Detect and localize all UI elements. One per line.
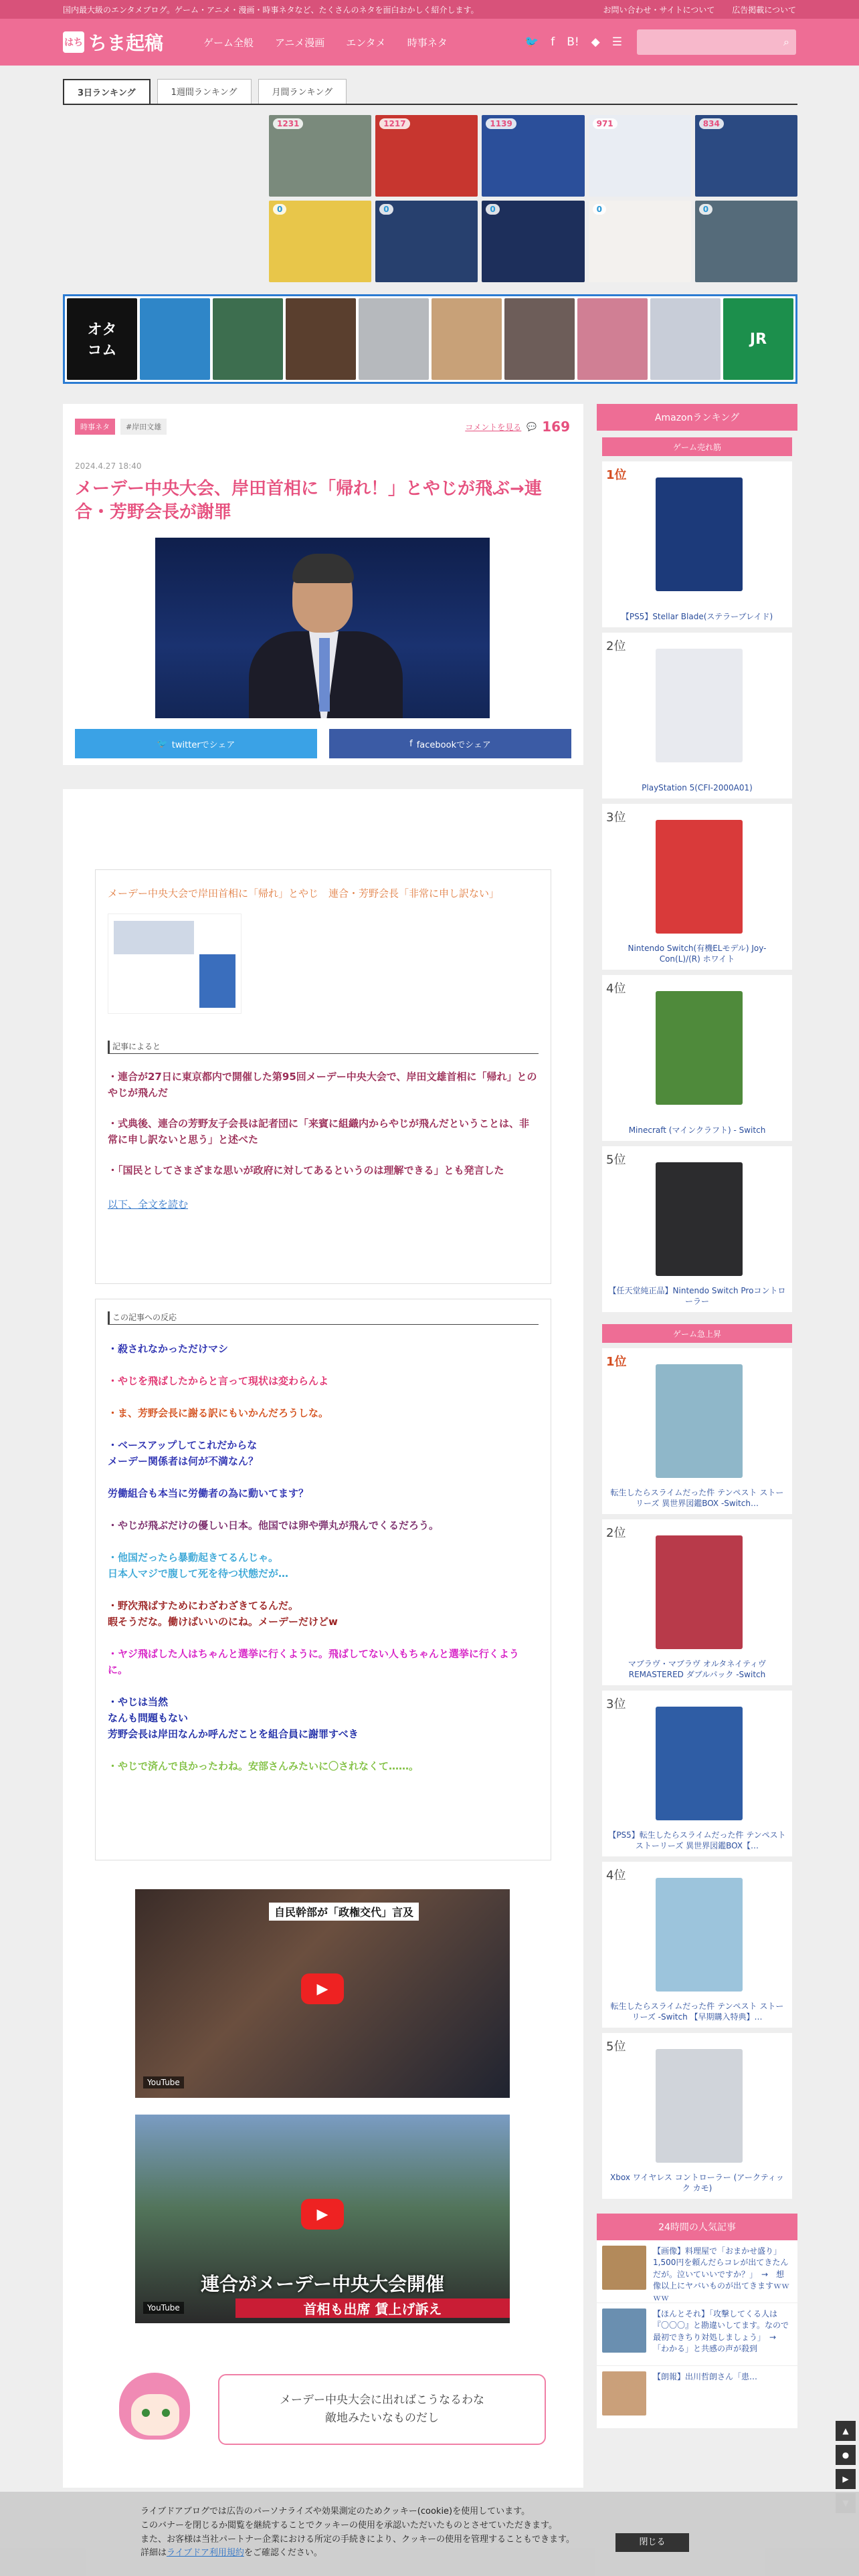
- view-count-badge: 1139: [486, 118, 516, 129]
- nav-entertainment[interactable]: エンタメ: [346, 36, 386, 49]
- article-title: メーデー中央大会、岸田首相に「帰れ！」とやじが飛ぶ→連合・芳野会長が謝罪: [75, 479, 542, 523]
- ranking-tabs: [63, 79, 797, 105]
- popular-article[interactable]: [597, 2366, 797, 2429]
- sidebar: [597, 404, 797, 2429]
- view-count-badge: 0: [593, 204, 606, 215]
- next-icon[interactable]: ▶: [836, 2469, 856, 2489]
- cookie-close-button[interactable]: 閉じる: [615, 2533, 689, 2552]
- share-facebook-button[interactable]: [329, 729, 571, 758]
- ads-link[interactable]: 広告掲載について: [732, 5, 796, 15]
- banner-cell[interactable]: [213, 298, 283, 380]
- reaction-comment: ・やじが飛ぶだけの優しい日本。他国では卵や弾丸が飛んでくるだろう。: [108, 1519, 440, 1531]
- social-links: [524, 35, 622, 49]
- popular-article-title: 【朗報】出川哲朗さん「患…: [653, 2372, 758, 2381]
- site-logo[interactable]: [63, 29, 203, 56]
- nav-anime[interactable]: アニメ漫画: [275, 36, 325, 49]
- ranking-thumbnail[interactable]: [589, 201, 691, 282]
- bubble-line-2: 敵地みたいなものだし: [325, 2411, 439, 2425]
- rank-position: 2位: [606, 1526, 626, 1540]
- cookie-text-4: 詳細はライブドア利用規約をご確認ください。: [140, 2548, 322, 2559]
- reaction-comment: ・他国だったら暴動起きてるんじゃ。 日本人マジで腹して死を待つ状態だが…: [108, 1551, 289, 1580]
- facebook-icon: f: [409, 738, 413, 749]
- share-twitter-label: twitterでシェア: [171, 740, 235, 750]
- product-image[interactable]: [656, 1707, 743, 1820]
- product-name[interactable]: Minecraft (マインクラフト) - Switch: [628, 1125, 766, 1135]
- rank-position: 5位: [606, 1153, 626, 1167]
- summary-point: ・「国民としてさまざまな思いが政府に対してあるというのは理解できる」とも発言した: [108, 1164, 504, 1176]
- popular-article-thumbnail: [602, 2309, 646, 2353]
- comment-icon: 💬: [527, 422, 537, 431]
- reactions-label: この記事への反応: [108, 1311, 539, 1325]
- product-name[interactable]: 【任天堂純正品】Nintendo Switch Proコントローラー: [608, 1285, 786, 1306]
- video-embed-1[interactable]: [135, 1889, 510, 2098]
- article-photo: [155, 538, 490, 718]
- product-image[interactable]: [656, 2049, 743, 2163]
- product-name[interactable]: 転生したらスライムだった件 テンペスト ストーリーズ 異世界図鑑BOX -Switch…: [610, 1487, 784, 1508]
- ranking-item[interactable]: [602, 2033, 792, 2199]
- terms-link[interactable]: ライブドア利用規約: [167, 2548, 244, 2559]
- logo-mark: はち: [63, 31, 84, 53]
- view-count-badge: 1217: [379, 118, 409, 129]
- popular-article-thumbnail: [602, 2246, 646, 2290]
- banner-cell[interactable]: オタ コム: [67, 298, 137, 380]
- nav-game[interactable]: ゲーム全般: [203, 36, 254, 49]
- keyword-tag[interactable]: #岸田文雄: [120, 419, 167, 435]
- product-name[interactable]: 転生したらスライムだった件 テンペスト ストーリーズ -Switch 【早期購入特典】…: [610, 2001, 784, 2022]
- summary-label: 記事によると: [108, 1041, 539, 1054]
- twitter-icon[interactable]: 🐦: [524, 35, 539, 49]
- nav-news[interactable]: 時事ネタ: [407, 36, 448, 49]
- ranking-item[interactable]: [602, 1146, 792, 1312]
- category-tag[interactable]: 時事ネタ: [75, 419, 115, 435]
- video-embed-2[interactable]: [135, 2115, 510, 2323]
- reactions-list: [108, 1341, 539, 1774]
- source-box: [95, 869, 551, 1284]
- popular-article-title: 【ほんとそれ】「攻撃してくる人は『〇〇〇』と勘違いしてます。なので最初できちり対処しましょう」 → 「わかる」と共感の声が殺到: [653, 2309, 789, 2354]
- youtube-label: YouTube: [143, 2302, 184, 2314]
- character-avatar: [111, 2367, 198, 2454]
- reaction-comment: ・ま、芳野会長に謝る訳にもいかんだろうしな。: [108, 1407, 329, 1419]
- video-caption: 連合がメーデー中央大会開催: [200, 2273, 444, 2295]
- ranking-thumbnail[interactable]: [695, 201, 797, 282]
- source-thumbnail[interactable]: [108, 914, 242, 1014]
- reaction-comment: ・野次飛ばすためにわざわざきてるんだ。 暇そうだな。働けばいいのにね。メーデーだけどw: [108, 1600, 338, 1628]
- article-header: [63, 404, 583, 765]
- reaction-comment: ・やじで済んで良かったわね。安部さんみたいに〇されなくて……。: [108, 1760, 419, 1772]
- site-header: [0, 19, 859, 66]
- banner-cell[interactable]: [577, 298, 648, 380]
- product-image[interactable]: [656, 1364, 743, 1478]
- ranking-thumbnail[interactable]: [695, 115, 797, 197]
- reaction-comment: ・ベースアップしてこれだからな メーデー関係者は何が不満なん？ 労働組合も本当に労働者の為に動いてます？: [108, 1439, 309, 1499]
- product-name[interactable]: マブラヴ・マブラヴ オルタネイティヴ REMASTERED ダブルパック -Switch: [628, 1658, 767, 1679]
- game-rising-title: ゲーム急上昇: [602, 1324, 792, 1343]
- product-image[interactable]: [656, 649, 743, 762]
- ranking-item[interactable]: [602, 461, 792, 627]
- cookie-banner: [0, 2492, 859, 2576]
- site-tagline: 国内最大級のエンタメブログ。ゲーム・アニメ・漫画・時事ネタなど、たくさんのネタを面白おかしく紹介します。: [63, 5, 479, 15]
- tab-month[interactable]: 月間ランキング: [258, 79, 347, 104]
- play-icon[interactable]: ▶: [301, 2199, 344, 2230]
- source-title[interactable]: メーデー中央大会で岸田首相に「帰れ」とやじ 連合・芳野会長「非常に申し訳ない」: [108, 887, 500, 899]
- youtube-label: YouTube: [143, 2076, 184, 2088]
- reaction-comment: ・やじを飛ばしたからと言って現状は変わらんよ: [108, 1375, 329, 1387]
- product-name[interactable]: 【PS5】転生したらスライムだった件 テンペストストーリーズ 異世界図鑑BOX【…: [608, 1830, 786, 1850]
- product-name[interactable]: Nintendo Switch(有機ELモデル) Joy-Con(L)/(R) ホワイト: [628, 943, 767, 964]
- reaction-comment: ・ヤジ飛ばした人はちゃんと選挙に行くように。飛ばしてない人もちゃんと選挙に行くように。: [108, 1648, 519, 1676]
- banner-cell[interactable]: [286, 298, 356, 380]
- banner-cell[interactable]: [359, 298, 429, 380]
- logo-text: ちま起稿: [88, 32, 164, 54]
- summary-point: ・式典後、連合の芳野友子会長は記者団に「来賓に組織内からやじが飛んだということは、非常に申し訳ないと思う」と述べた: [108, 1117, 530, 1146]
- banner-cell[interactable]: [504, 298, 575, 380]
- popular-articles: [597, 2214, 797, 2429]
- ranking-thumbnail[interactable]: [375, 201, 478, 282]
- product-image[interactable]: [656, 991, 743, 1105]
- play-icon[interactable]: ▶: [301, 1973, 344, 2004]
- view-count-badge: 0: [486, 204, 499, 215]
- cookie-text-2: このバナーを閉じるか閲覧を継続することでクッキーの使用を承認いただいたものとさせていただきます。: [140, 2520, 557, 2531]
- facebook-icon[interactable]: f: [551, 35, 555, 49]
- rank-position: 3位: [606, 811, 626, 825]
- comment-link[interactable]: [465, 419, 570, 435]
- scroll-top-icon[interactable]: ▲: [836, 2421, 856, 2441]
- amazon-ranking-title: Amazonランキング: [597, 404, 797, 431]
- ranking-thumbnail[interactable]: [482, 115, 584, 197]
- search-box: [637, 29, 796, 55]
- game-sales-title: ゲーム売れ筋: [602, 437, 792, 456]
- popular-article-thumbnail: [602, 2371, 646, 2416]
- product-image[interactable]: [656, 1535, 743, 1649]
- product-name[interactable]: PlayStation 5(CFI-2000A01): [642, 782, 753, 792]
- contact-link[interactable]: お問い合わせ・サイトについて: [603, 5, 715, 15]
- tab-1week[interactable]: 1週間ランキング: [157, 79, 252, 104]
- ranking-thumbnail[interactable]: [269, 115, 371, 197]
- ranking-thumbnail[interactable]: [269, 201, 371, 282]
- rank-position: 2位: [606, 639, 626, 653]
- video-headline: 自民幹部が「政権交代」言及: [269, 1903, 419, 1921]
- view-count-badge: 834: [699, 118, 724, 129]
- bubble-text: [218, 2374, 546, 2445]
- banner-cell[interactable]: [140, 298, 210, 380]
- top-bar: [0, 0, 859, 19]
- banner-cell[interactable]: [432, 298, 502, 380]
- view-count-badge: 0: [379, 204, 393, 215]
- banner-cell[interactable]: [650, 298, 721, 380]
- tab-3day[interactable]: 3日ランキング: [63, 79, 151, 104]
- comment-icon[interactable]: ●: [836, 2445, 856, 2465]
- article-date: 2024.4.27 18:40: [75, 461, 142, 471]
- search-input[interactable]: [637, 29, 796, 55]
- rank-position: 1位: [606, 468, 627, 482]
- twitter-icon: 🐦: [157, 738, 168, 749]
- reaction-comment: ・殺されなかっただけマシ: [108, 1343, 229, 1355]
- ad-banner[interactable]: [63, 294, 797, 384]
- rank-position: 4位: [606, 982, 626, 996]
- ranking-thumbnail[interactable]: [375, 115, 478, 197]
- banner-cell[interactable]: JR: [723, 298, 793, 380]
- ranking-item[interactable]: [602, 1348, 792, 1514]
- rank-position: 3位: [606, 1697, 626, 1711]
- read-more-link[interactable]: 以下、全文を読む: [108, 1198, 189, 1210]
- ranking-item[interactable]: [602, 804, 792, 970]
- product-name[interactable]: Xbox ワイヤレス コントローラー (アークティック カモ): [610, 2172, 784, 2193]
- hatena-icon[interactable]: B!: [567, 35, 579, 49]
- view-count-badge: 971: [593, 118, 617, 129]
- product-image[interactable]: [656, 1878, 743, 1992]
- view-count-badge: 0: [699, 204, 712, 215]
- popular-article[interactable]: [597, 2240, 797, 2303]
- cookie-text-3: また、お客様は当社パートナー企業における所定の手続きにより、クッキーの使用を管理することもできます。: [140, 2534, 575, 2545]
- summary-list: [108, 1069, 539, 1178]
- share-facebook-label: facebookでシェア: [416, 740, 491, 750]
- reaction-comment: ・やじは当然 なんも問題もない 芳野会長は岸田なんか呼んだことを組合員に謝罪すべき: [108, 1696, 359, 1740]
- comment-bubble: [111, 2367, 553, 2454]
- comment-link-label: コメントを見る: [465, 422, 522, 432]
- summary-point: ・連合が27日に東京都内で開催した第95回メーデー中央大会で、岸田文雄首相に「帰れ」とのやじが飛んだ: [108, 1070, 537, 1099]
- bubble-line-1: メーデー中央大会に出ればこうなるわな: [280, 2393, 484, 2407]
- game-sales-list: [597, 461, 797, 1312]
- view-count-badge: 1231: [273, 118, 303, 129]
- feedly-icon[interactable]: ◆: [591, 35, 600, 49]
- rss-icon[interactable]: ☰: [611, 35, 622, 49]
- rank-position: 4位: [606, 1868, 626, 1883]
- cookie-text-1: ライブドアブログでは広告のパーソナライズや効果測定のためクッキー(cookie)を使用しています。: [140, 2506, 531, 2516]
- article-tags: [75, 419, 167, 435]
- ranking-item[interactable]: [602, 1862, 792, 2028]
- ranking-item[interactable]: [602, 975, 792, 1141]
- rank-position: 5位: [606, 2040, 626, 2054]
- ranking-item[interactable]: [602, 1691, 792, 1856]
- product-name[interactable]: 【PS5】Stellar Blade(ステラーブレイド): [621, 611, 773, 621]
- rank-position: 1位: [606, 1355, 627, 1369]
- product-image[interactable]: [656, 477, 743, 591]
- main-nav: [203, 35, 524, 49]
- search-icon[interactable]: ⌕: [783, 35, 789, 48]
- share-twitter-button[interactable]: [75, 729, 317, 758]
- product-image[interactable]: [656, 820, 743, 934]
- video-subcaption: 首相も出席 賃上げ訴え: [235, 2298, 510, 2318]
- article-body: [63, 789, 583, 2488]
- ranking-item[interactable]: [602, 633, 792, 798]
- product-image[interactable]: [656, 1162, 743, 1276]
- popular-article[interactable]: [597, 2303, 797, 2366]
- game-rising-list: [597, 1348, 797, 2199]
- popular-article-title: 【画像】料理屋で「おまかせ盛り」1,500円を頼んだらコレが出てきたんだが。泣いていいですか？」 → 想像以上にヤバいものが出てきますｗｗｗｗ: [653, 2246, 790, 2302]
- ranking-thumbnail[interactable]: [589, 115, 691, 197]
- popular-title: 24時間の人気記事: [597, 2214, 797, 2240]
- ranking-thumbnails: [269, 115, 797, 282]
- ranking-item[interactable]: [602, 1519, 792, 1685]
- reactions-box: [95, 1299, 551, 1860]
- ranking-thumbnail[interactable]: [482, 201, 584, 282]
- view-count-badge: 0: [273, 204, 286, 215]
- comment-count: 169: [542, 419, 570, 435]
